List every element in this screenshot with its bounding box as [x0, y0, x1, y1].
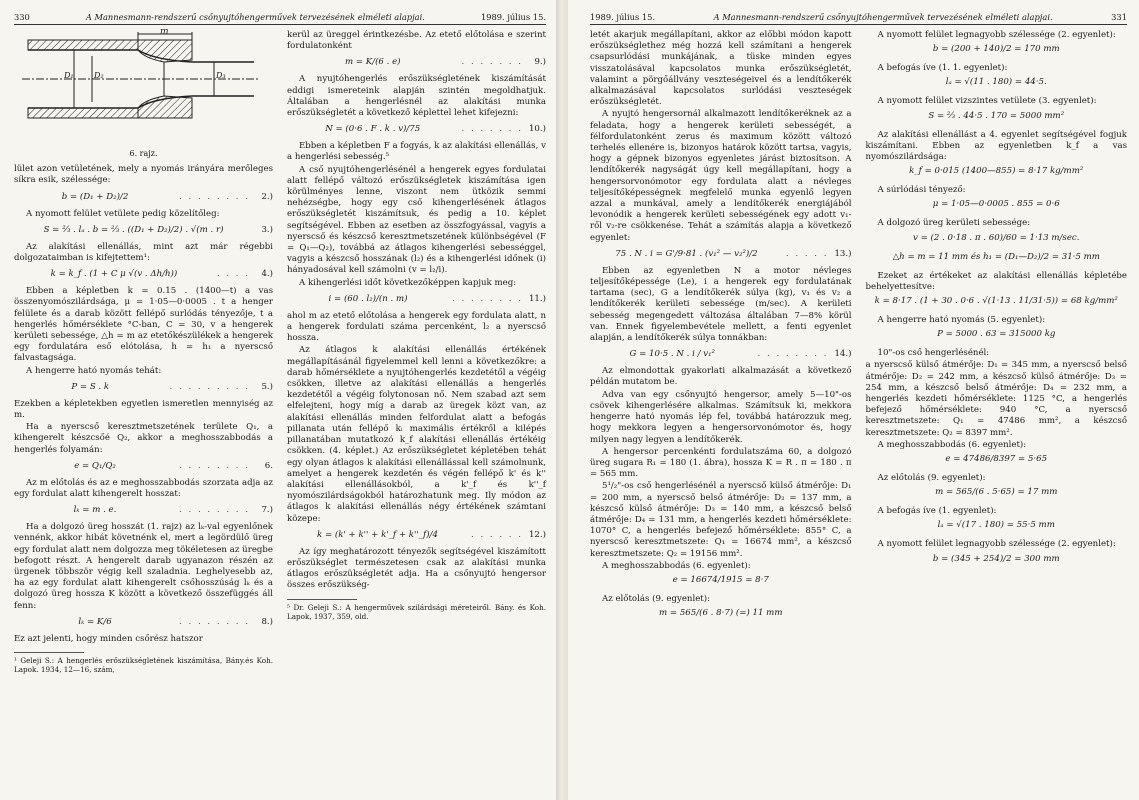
equation-13: 75 . N . i = G'/9·81 . (v₁² — v₂²)/2 . . . . . 13.) [590, 247, 852, 262]
calculation: e = 16674/1915 = 8·7 [672, 574, 769, 585]
paragraph: Az átlagos k alakítási ellenállás értékének megállapításánál figyelemmel kell lenni a következőkre: a darab hőmérséklete a nyujtóhengerlés kezdetétől a végéig csökken, illetve az alakítási ellenállás a hengerlés kezdetétől a végéig folytonosan nő. Nem szabad azt sem elfelejteni, hogy míg a darab az üregek közt van, az alakítási ellenállás minden felfordulat alatt a befogás pillanata után fellépő kᵢ maximális értékről a kilépés pillanatában mutatkozó k_f alakítási ellenállás értékéig csökken. (4. képlet.) Az erőszükségletet képletében tehát egy olyan átlagos k alakítási ellenállással kell számolnunk, amelyet a hengerek kezdetén és végén fellépő k' és k'' alakítási ellenállásokból, a k'_f és k''_f nyomószilárdságokból határozhatunk meg. Ily módon az átlagos k alakítási ellenállás négy értékének számtani közepe: [287, 345, 546, 524]
footnote: ⁵ Dr. Geleji S.: A hengerművek szilárdsági méreteiről. Bány. és Koh. Lapok, 1937, 359, old. [287, 602, 546, 621]
equation-number: 3.) [261, 224, 273, 235]
equation-number: 13.) [834, 248, 852, 259]
running-title: A Mannesmann-rendszerű csőnyujtóhengerművek tervezésének elméleti alapjai. [713, 12, 1053, 22]
paragraph: A kihengerlési időt következőképpen kapjuk meg: [299, 277, 517, 288]
figure-caption: 6. rajz. [129, 149, 158, 158]
pipe-drawing [14, 30, 264, 146]
paragraph: A nyomott felület legnagyobb szélessége (2. egyenlet): [877, 539, 1116, 550]
figure-label-d3: D₃ [216, 71, 226, 80]
equation-number: 5.) [261, 381, 273, 392]
equation-body: i = (60 . l₂)/(n . m) [328, 293, 408, 304]
calculation: μ = 1·05—0·0005 . 855 = 0·6 [932, 199, 1060, 210]
paragraph: Ha a dolgozó üreg hosszát (1. rajz) az lₖ-val egyenlőnek vennénk, akkor hibát követnénk el, mert a legördülő üreg egy fordulat alatt nem dolgozza meg tökéletesen az üregbe befogott részt. A hengerelt darab ugyanazon részén az ürgenek többször végig kell szaladnia. Leghelyesebb az, ha az egy fordulat alatt kihengerelt csőhosszúság lₖ és a dolgozó üreg hossza K között a következő összefüggés áll fenn: [14, 522, 273, 611]
equation-4: k = k_f . (1 + C μ √(v . Δh/h)) . . . . 4.) [14, 267, 273, 282]
paragraph: Ebben a képletben k = 0.15 . (1400—t) a vas összenyomószilárdsága, μ = 1·05—0·0005 . t a henger felülete és a darab között fellépő surlódás tényezője, t a hengerlés hőmérséklete °C-ban, C = 30, v a hengerek kerületi sebessége, △h = m az etetőkészülékek a hengerek egy fordulatára eső elótolása, h = h₁ a nyerscső falvastagsága. [14, 286, 273, 364]
equation-number: 7.) [261, 505, 273, 516]
calculation: lₐ = √(11 . 180) = 44·5. [945, 77, 1047, 88]
equation-body: P = S . k [71, 381, 110, 392]
paragraph: A nyomott felület vetülete pedig közelítőleg: [26, 208, 220, 219]
calculation: b = (345 + 254)/2 = 300 mm [932, 553, 1060, 564]
right-column-2 [866, 30, 1128, 627]
right-column-1 [590, 30, 852, 627]
paragraph: a nyerscső külső átmérője: D₁ = 345 mm, a nyerscső belső átmérője: D₂ = 242 mm, a készcső külső átmérője: D₃ = 254 mm, a készcső belső átmérője: D₄ = 232 mm, a hengerlés kezdeti hőmérséklete: 1125 °C, a hengerlés befejező hőmérséklete: 940 °C, a nyerscső keresztmetszete: Q₁ = 47486 mm², a készcső keresztmetszete: Q₂ = 8397 mm². [865, 360, 1127, 438]
equation-number: 4.) [261, 269, 273, 280]
figure-6 [14, 27, 264, 146]
equation-3 [14, 223, 273, 238]
equation-11: i = (60 . l₂)/(n . m) . . . . . . . . 11.) [287, 292, 546, 307]
calculation: k = 8·17 . (1 + 30 . 0·6 . √(1·13 . 11/31·5)) = 68 kg/mm² [874, 296, 1118, 307]
paragraph: A súrlódási tényező: [877, 185, 966, 196]
left-column-2 [287, 30, 546, 674]
footnote-rule [287, 599, 357, 600]
equation-body: N = (0·6 . F . k . v)/75 [325, 124, 421, 135]
calculation: m = 565/(6 . 8·7) (=) 11 mm [659, 608, 783, 619]
paragraph: 5¹/₂"-os cső hengerlésénél a nyerscső külső átmérője: D₁ = 200 mm, a nyerscső belső átmérője: D₂ = 137 mm, a készcső külső átmérője: D₃ = 140 mm, a készcső belső átmérője: D₄ = 131 mm, a hengerlés kezdeti hőmérséklete: 1070° C, a hengerlés befejező hőmérséklete: 855° C, a nyerscső keresztmetszete: Q₁ = 16674 mm², a készcső keresztmetszete: Q₂ = 19156 mm². [590, 481, 852, 559]
page-number: 331 [1111, 12, 1127, 22]
paragraph: A meghosszabbodás (6. egyenlet): [602, 560, 751, 571]
page-header-left [14, 12, 546, 25]
paragraph: Ha a nyerscső keresztmetszetének területe Q₁, a kihengerelt készcsőé Q₂, akkor a meghosszabbodás a hengerlés folyamán: [14, 422, 273, 455]
paragraph: A hengerre ható nyomás (5. egyenlet): [877, 315, 1046, 326]
paragraph: A nyomott felület legnagyobb szélessége (2. egyenlet): [877, 30, 1116, 40]
calculation: S = ²⁄₃ . 44·5 . 170 = 5000 mm² [928, 110, 1065, 121]
footnote-rule [14, 652, 84, 653]
paragraph: Ez azt jelenti, hogy minden csőrész hatszor [14, 633, 203, 644]
right-page [568, 0, 1139, 800]
equation-2: b = (D₁ + D₂)/2 . . . . . . . . 2.) [14, 190, 273, 205]
paragraph: A hengerre ható nyomás tehát: [26, 365, 162, 376]
figure-label-m: m [160, 27, 169, 37]
paragraph: Ezeket az értékeket az alakítási ellenállás képletébe behelyettesítve: [865, 270, 1127, 292]
footnote: ¹ Geleji S.: A hengerlés erőszükségletének kiszámítása, Bány.és Koh. Lapok. 1934, 12—16, szám, [14, 656, 273, 675]
page-number: 330 [14, 12, 30, 22]
paragraph: Ebben az egyenletben N a motor névleges teljesítőképessége (Le), i a hengerek egy fordulatának tartama (sec), G a lendítőkerék súlya (kg), v₁ és v₂ a lendítőkerék kerületi sebessége (m/sec). A kerületi sebesség megengedett változása általában 7—8% körül van. Ennek figyelembevétele mellett, a fenti egyenlet alapján, a lendítőkerék súlya tonnákban: [590, 265, 852, 344]
equation-number: 10.) [528, 124, 546, 135]
equation-6: e = Q₁/Q₂ . . . . . . . . 6. [14, 459, 273, 474]
calculation: v = (2 . 0·18 . π . 60)/60 = 1·13 m/sec. [913, 232, 1080, 243]
equation-number: 2.) [261, 191, 273, 202]
paragraph: A meghosszabbodás (6. egyenlet): [877, 439, 1027, 450]
equation-number: 12.) [528, 529, 546, 540]
equation-number: 8.) [261, 616, 273, 627]
paragraph: Az alakítási ellenállást a 4. egyenlet segítségével fogjuk kiszámítani. Ebben az egyenletben k_f a vas nyomószilárdsága: [865, 129, 1127, 163]
issue-date: 1989. július 15. [590, 12, 656, 22]
equation-5: P = S . k . . . . . . . . . 5.) [14, 380, 273, 395]
calculation: lₐ = √(17 . 180) = 55·5 mm [937, 520, 1055, 531]
paragraph: A nyomott felület vizszintes vetülete (3. egyenlet): [877, 96, 1097, 107]
paragraph: A befogás íve (1. egyenlet): [877, 506, 997, 517]
calculation: k_f = 0·015 (1400—855) = 8·17 kg/mm² [909, 166, 1084, 177]
book-gutter [556, 0, 568, 800]
paragraph: Ebben a képletben F a fogyás, k az alakítási ellenállás, v a hengerlési sebesség.⁵ [287, 141, 546, 163]
equation-8: lₖ = K/6 . . . . . . . . 8.) [14, 615, 273, 630]
paragraph: Ezekben a képletekben egyetlen ismeretlen mennyiség az m. [14, 398, 273, 421]
equation-body: lₖ = m . e. [73, 505, 117, 516]
calculation: m = 565/(6 . 5·65) = 17 mm [935, 487, 1058, 498]
calculation: P = 5000 . 63 = 315000 kg [937, 329, 1056, 340]
paragraph: letét akarjuk megállapítani, akkor az előbbi módon kapott erőszükséglethez még hozzá kell számítani a hengerek csapsurlódási munkájának, a tüske minden egyes visszatolásával kapcsolatos munka erőszükségletét, valamint a pörgőállvány veszteségeivel és a lendítőkerék alkalmazásával kapcsolatos surlódási veszteségek erőszükségletét. [590, 30, 852, 108]
equation-body: b = (D₁ + D₂)/2 [61, 191, 129, 202]
page-header-right [590, 12, 1127, 25]
equation-number: 6. [264, 460, 273, 471]
issue-date: 1989. július 15. [480, 12, 546, 22]
paragraph: Az így meghatározott tényezők segítségével kiszámított erőszükséglet természetesen csak az alakítási munka átlagos erőszükségletét adja. Ha a csőnyujtó hengersor összes erőszükség- [287, 546, 546, 591]
paragraph: kerül az üreggel érintkezésbe. Az etető előtolása e szerint fordulatonként [287, 30, 546, 52]
paragraph: 10"-os cső hengerlésénél: [877, 348, 990, 359]
equation-body: e = Q₁/Q₂ [74, 460, 116, 471]
paragraph: ahol m az etető előtolása a hengerek egy fordulata alatt, n a hengerek fordulati száma percenként, l₂ a nyerscső hossza. [287, 310, 546, 344]
paragraph: A dolgozó üreg kerületi sebessége: [877, 218, 1031, 229]
equation-12: k = (k' + k'' + k'_f + k''_f)/4 . . . . . . 12.) [287, 528, 546, 543]
paragraph: Az elmondottak gyakorlati alkalmazását a következő példán mutatom be. [590, 366, 852, 388]
paragraph: Az előtolás (9. egyenlet): [602, 593, 710, 604]
equation-number: 11.) [528, 293, 546, 304]
paragraph: A hengersor percenkénti fordulatszáma 60, a dolgozó üreg sugara R₁ = 180 (1. ábra), hossza K = R . π = 180 . π = 565 mm. [590, 446, 852, 480]
calculation: b = (200 + 140)/2 = 170 mm [932, 44, 1060, 55]
paragraph: lület azon vetületének, mely a nyomás irányára merőleges síkra esik, szélessége: [14, 164, 273, 186]
paragraph: A befogás íve (1. 1. egyenlet): [877, 63, 1008, 74]
running-title: A Mannesmann-rendszerű csőnyujtóhengerművek tervezésének elméleti alapjai. [85, 12, 425, 22]
equation-body: k = k_f . (1 + C μ √(v . Δh/h)) [50, 269, 178, 280]
equation-body: S = ²⁄₃ . lₐ . b = ²⁄₃ . ((D₁ + D₂)/2) . √(m . r) [43, 224, 224, 235]
equation-body: m = K/(6 . e) [344, 57, 401, 68]
left-column-1 [14, 27, 273, 675]
equation-body: G = 10·5 . N . i / v₁² [629, 349, 715, 360]
paragraph: A cső nyujtóhengerlésénél a hengerek egyes fordulatai alatt fellépő változó erőszükségletek kiszámítása igen körülményes lenne, viszont nem ütközik semmi nehézségbe, hogy egy cső kihengerlésének átlagos erőszükségletét kiszámítsuk, és pedig a 10. képlet segítségével. Ebben az esetben az összfogyással, vagyis a nyerscső és készcső keresztmetszetének különbségével (F = Q₁—Q₂), továbbá az átlagos kihengerlési sebességgel, vagyis a készcső hosszának (l₂) és a kihengerlési időnek (i) hányadosával kell számolni (v = l₂/i). [287, 164, 546, 276]
equation-number: 9.) [534, 57, 546, 68]
figure-label-d2: D₂ [94, 71, 104, 80]
equation-number: 14.) [834, 349, 852, 360]
paragraph: Az alakítási ellenállás, mint azt már régebbi dolgozataimban is kifejtettem¹: [14, 241, 273, 264]
equation-9: m = K/(6 . e) . . . . . . . 9.) [287, 55, 546, 70]
paragraph: Az előtolás (9. egyenlet): [877, 473, 986, 484]
figure-label-d1: D₁ [64, 71, 74, 80]
paragraph: A nyujtó hengersornál alkalmazott lendítőkeréknek az a feladata, hogy a hengerek kerületi sebességét, a félfordulatonként zerus és maximum között változó terhelés ellenére is, bizonyos határok között tartsa, vagyis, hogy a gépnek bizonyos egyenletes járást biztosítson. A lendítőkerék nagyságát úgy kell megállapítani, hogy a hengersorvonómotor egy fordulata alatt a névleges teljesítőképességnek megfelelő munka egyenlő legyen azzal a munkával, amely a lendítőkerék energiájából levonódik a hengerek kerületi sebességének egy adott v₁-ről v₂-re csökkenése. Tehát a számítás alapja a következő egyenlet: [590, 109, 852, 243]
equation-14: G = 10·5 . N . i / v₁² . . . . . . . . 14.) [590, 347, 852, 362]
paragraph: Az m előtolás és az e meghosszabbodás szorzata adja az egy fordulat alatt kihengerelt hosszat: [14, 477, 273, 500]
equation-body: lₖ = K/6 [78, 616, 112, 627]
equation-body: 75 . N . i = G'/9·81 . (v₁² — v₂²)/2 [615, 248, 758, 259]
paragraph: A nyujtóhengerlés erőszükségletének kiszámítását eddigi ismereteink alapján szintén megoldhatjuk. Általában a hengerlésnél az alakítási munka erőszükségletét a következő képlettel lehet kifejezni: [287, 74, 546, 119]
equation-body: k = (k' + k'' + k'_f + k''_f)/4 [317, 529, 438, 540]
equation-10: N = (0·6 . F . k . v)/75 . . . . . . . 10.) [287, 122, 546, 137]
left-page [0, 0, 556, 800]
calculation: △h = m = 11 mm és h₁ = (D₁—D₂)/2 = 31·5 mm [892, 251, 1100, 262]
paragraph: Adva van egy csőnyujtó hengersor, amely 5—10"-os csövek kihengerlésére alkalmas. Számítsuk ki, mekkora hengerre ható nyomás lép fel, továbbá határozzuk meg, hogy mekkora legyen a hengersorvonómotor és, hogy milyen nagy legyen a lendítőkerék. [590, 389, 852, 445]
calculation: e = 47486/8397 = 5·65 [945, 454, 1048, 465]
equation-7: lₖ = m . e. . . . . . . . . 7.) [14, 503, 273, 518]
